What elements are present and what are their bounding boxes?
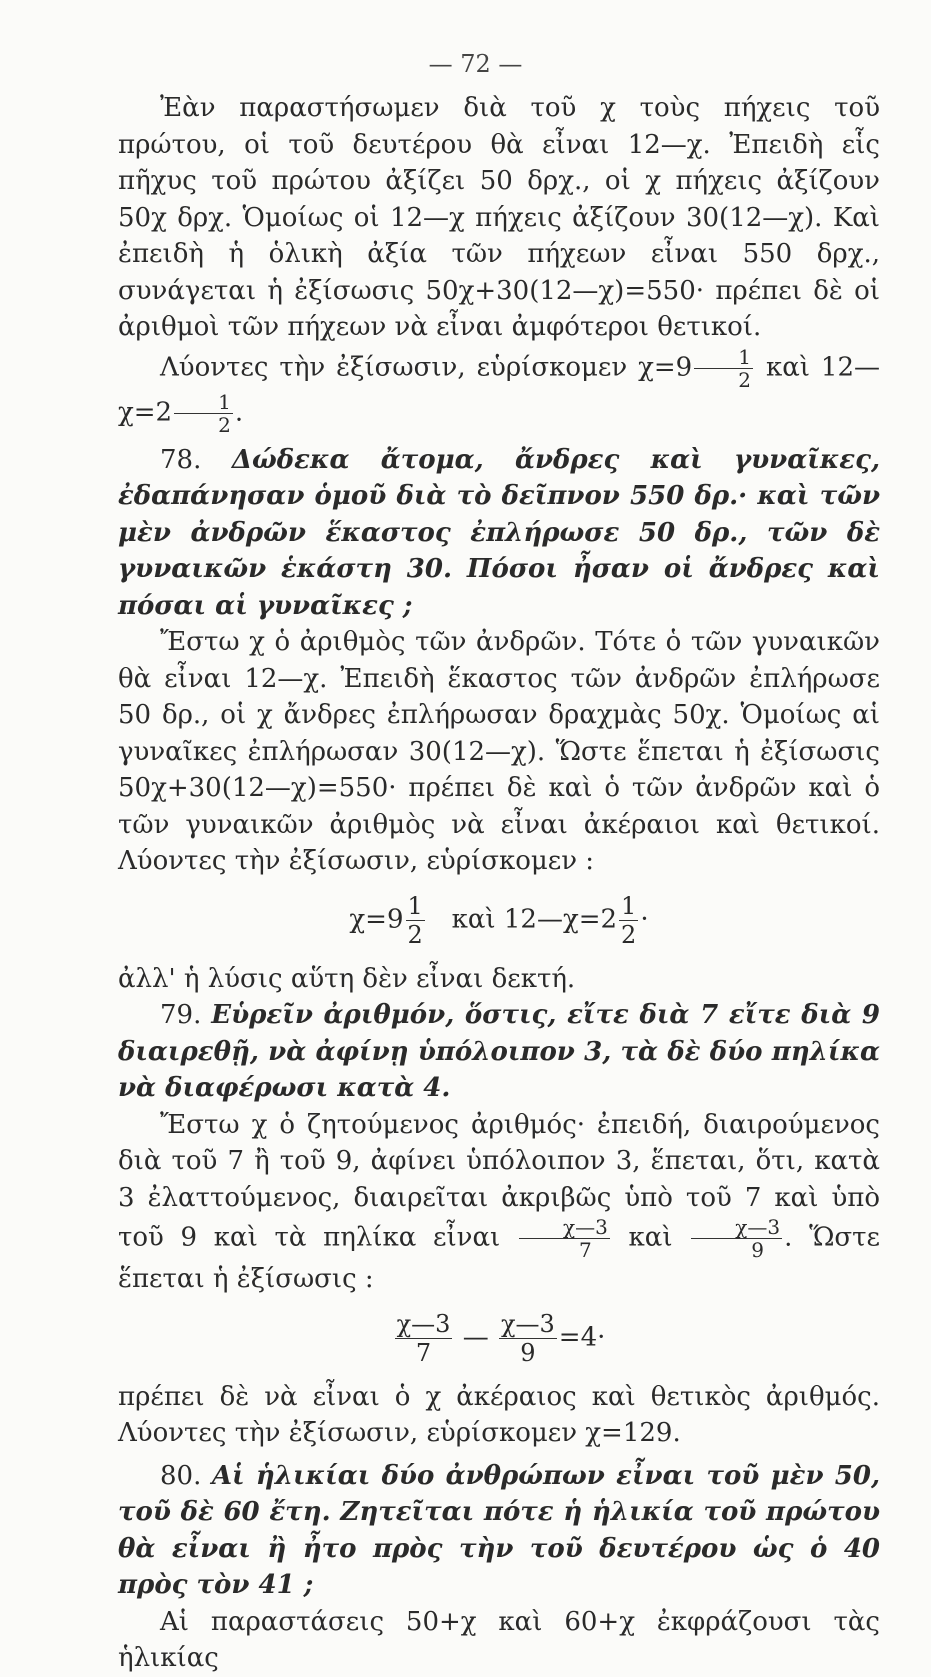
solution-79-end: πρέπει δὲ νὰ εἶναι ὁ χ ἀκέραιος καὶ θετικὸς ἀριθμός. Λύοντες τὴν ἐξίσωσιν, εὑρίσκομεν χ=129. <box>118 1381 880 1448</box>
solution-78: Ἔστω χ ὁ ἀριθμὸς τῶν ἀνδρῶν. Τότε ὁ τῶν γυναικῶν θὰ εἶναι 12—χ. Ἐπειδὴ ἕκαστος τῶν ἀνδρῶν ἐπλήρωσε 50 δρ., οἱ χ ἄνδρες ἐπλήρωσαν δραχμὰς 50χ. Ὁμοίως αἱ γυναῖκες ἐπλήρωσαν 30(12—χ). Ὥστε ἕπεται ἡ ἐξίσωσις 50χ+30(12—χ)=550· πρέπει δὲ καὶ ὁ τῶν ἀνδρῶν καὶ ὁ τῶν γυναικῶν ἀριθμὸς νὰ εἶναι ἀκέραιοι καὶ θετικοί. Λύοντες τὴν ἐξίσωσιν, εὑρίσκομεν : <box>118 627 880 876</box>
paragraph-solution-77-result: Λύοντες τὴν ἐξίσωσιν, εὑρίσκομεν χ=9 $\frac{1}{2}$ καὶ 12—χ=2 $\frac{1}{2}$ . <box>118 344 880 437</box>
fraction-x3-over-7: $\frac{\chi—3}{7}$ <box>519 1216 610 1261</box>
paragraph-solution-77: Ἐὰν παραστήσωμεν διὰ τοῦ χ τοὺς πήχεις τοῦ πρώτου, οἱ τοῦ δευτέρου θὰ εἶναι 12—χ. Ἐπειδὴ εἷς πῆχυς τοῦ πρώτου ἀξίζει 50 δρχ., οἱ χ πήχεις ἀξίζουν 50χ δρχ. Ὁμοίως οἱ 12—χ πήχεις ἀξίζουν 30(12—χ). Καὶ ἐπειδὴ ἡ ὁλικὴ ἀξία τῶν πήχεων εἶναι 550 δρχ., συνάγεται ἡ ἐξίσωσις 50χ+30(12—χ)=550· πρέπει δὲ οἱ ἀριθμοὶ τῶν πήχεων νὰ εἶναι ἀμφότεροι θετικοί. <box>118 93 880 342</box>
fraction-one-half: $\frac{1}{2}$ <box>407 891 423 949</box>
equation-79: $\frac{\chi—3}{7}$ — $\frac{\chi—3}{9}$ =4· <box>396 1309 606 1367</box>
problem-78: 78. Δώδεκα ἄτομα, ἄνδρες καὶ γυναῖκες, ἐδαπάνησαν ὁμοῦ διὰ τὸ δεῖπνον 550 δρ.· καὶ τῶν μὲν ἀνδρῶν ἕκαστος ἐπλήρωσε 50 δρ., τῶν δὲ γυναικῶν ἑκάστη 30. Πόσοι ἦσαν οἱ ἄνδρες καὶ πόσαι αἱ γυναῖκες ; <box>118 444 880 621</box>
fraction-one-half: $\frac{1}{2}$ <box>174 391 233 436</box>
fraction-x3-over-7: $\frac{\chi—3}{7}$ <box>396 1309 451 1367</box>
page-text <box>118 90 880 1677</box>
page-number: — 72 — <box>428 50 523 78</box>
fraction-one-half: $\frac{1}{2}$ <box>621 891 637 949</box>
fraction-x3-over-9: $\frac{\chi—3}{9}$ <box>500 1309 555 1367</box>
solution-78-end: ἀλλ' ἡ λύσις αὕτη δὲν εἶναι δεκτή. <box>118 963 576 994</box>
fraction-one-half: $\frac{1}{2}$ <box>694 346 753 391</box>
solution-79: Ἔστω χ ὁ ζητούμενος ἀριθμός· ἐπειδή, διαιρούμενος διὰ τοῦ 7 ἢ τοῦ 9, ἀφίνει ὑπόλοιπον 3, ἕπεται, ὅτι, κατὰ 3 ἐλαττούμενος, διαιρεῖται ἀκριβῶς ὑπὸ τοῦ 7 καὶ ὑπὸ τοῦ 9 καὶ τὰ πηλίκα εἶναι $\frac{\chi—3}{7}$ καὶ $\frac{\chi—3}{9}$ . Ὥστε ἕπεται ἡ ἐξίσωσις : <box>118 1109 881 1294</box>
fraction-x3-over-9: $\frac{\chi—3}{9}$ <box>691 1216 782 1261</box>
equation-78: χ=9 $\frac{1}{2}$ καὶ 12—χ=2 $\frac{1}{2}$ · <box>349 891 649 949</box>
solution-80: Αἱ παραστάσεις 50+χ καὶ 60+χ ἐκφράζουσι τὰς ἡλικίας <box>118 1606 880 1673</box>
problem-80: 80. Αἱ ἡλικίαι δύο ἀνθρώπων εἶναι τοῦ μὲν 50, τοῦ δὲ 60 ἔτη. Ζητεῖται πότε ἡ ἡλικία τοῦ πρώτου θὰ εἶναι ἢ ἦτο πρὸς τὴν τοῦ δευτέρου ὡς ὁ 40 πρὸς τὸν 41 ; <box>118 1460 881 1600</box>
problem-79: 79. Εὑρεῖν ἀριθμόν, ὅστις, εἴτε διὰ 7 εἴτε διὰ 9 διαιρεθῇ, νὰ ἀφίνῃ ὑπόλοιπον 3, τὰ δὲ δύο πηλίκα νὰ διαφέρωσι κατὰ 4. <box>118 1000 881 1103</box>
